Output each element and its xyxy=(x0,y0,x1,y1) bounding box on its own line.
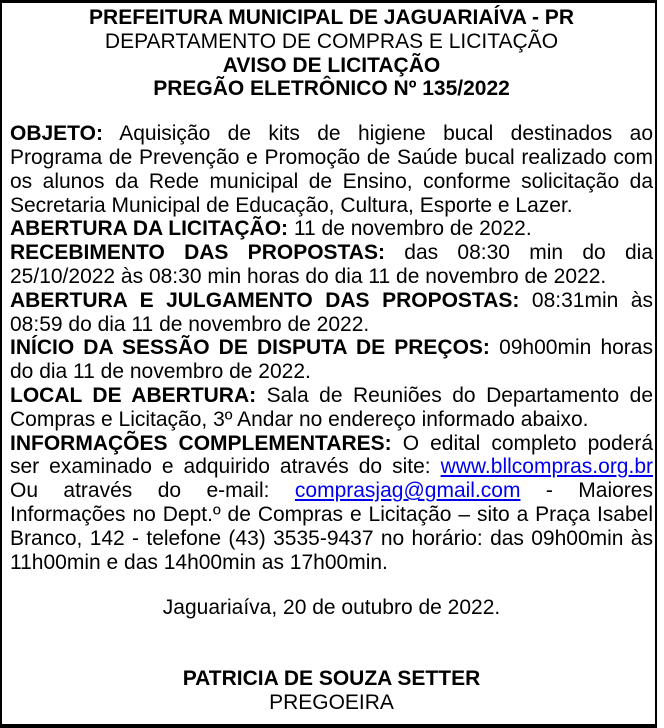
signature-block xyxy=(10,667,653,715)
header-municipality: PREFEITURA MUNICIPAL DE JAGUARIAÍVA - PR xyxy=(89,6,574,29)
dateline: Jaguariaíva, 20 de outubro de 2022. xyxy=(162,596,501,620)
paragraph-objeto-text: Aquisição de kits de higiene bucal destinados ao Programa de Prevenção e Promoção de Saúde bucal realizado com os alunos da Rede municipal de Ensino, conforme solicitação da Secretaria Municipal de Educação, Cultura, Esporte e Lazer. xyxy=(10,122,653,217)
paragraph-abertura-julgamento xyxy=(10,289,653,337)
paragraph-local-abertura-label: LOCAL DE ABERTURA: xyxy=(10,383,257,407)
paragraph-recebimento-propostas-text: das 08:30 min do dia 25/10/2022 às 08:30 min horas do dia 11 de novembro de 2022. xyxy=(10,241,654,288)
notice-body xyxy=(10,122,653,574)
signature-role: PREGOEIRA xyxy=(269,690,394,714)
paragraph-inicio-sessao-label: INÍCIO DA SESSÃO DE DISPUTA DE PREÇOS: xyxy=(10,336,490,360)
email-link[interactable]: comprasjag@gmail.com xyxy=(294,479,521,503)
paragraph-inicio-sessao xyxy=(10,336,653,384)
paragraph-inicio-sessao-text: 09h00min horas do dia 11 de novembro de 2022. xyxy=(10,336,653,384)
paragraph-local-abertura xyxy=(10,384,653,432)
paragraph-informacoes-text1: O edital completo poderá ser examinado e adquirido através do site: xyxy=(10,431,653,479)
paragraph-abertura-julgamento-text: 08:31min às 08:59 do dia 11 de novembro de 2022. xyxy=(10,288,653,336)
paragraph-abertura-licitacao xyxy=(10,217,653,241)
paragraph-local-abertura-text: Sala de Reuniões do Departamento de Compras e Licitação, 3º Andar no endereço informado abaixo. xyxy=(10,383,653,431)
paragraph-objeto xyxy=(10,122,653,217)
header-auction-number: PREGÃO ELETRÔNICO Nº 135/2022 xyxy=(153,77,510,101)
paragraph-objeto-label: OBJETO: xyxy=(10,122,103,146)
paragraph-abertura-licitacao-text: 11 de novembro de 2022. xyxy=(293,217,532,241)
paragraph-informacoes-text2: Ou através do e-mail: xyxy=(10,479,270,503)
paragraph-informacoes-label: INFORMAÇÕES COMPLEMENTARES: xyxy=(10,431,392,455)
notice-header xyxy=(10,6,653,101)
signature-name: PATRICIA DE SOUZA SETTER xyxy=(182,667,481,691)
header-notice-type: AVISO DE LICITAÇÃO xyxy=(222,53,441,77)
paragraph-informacoes-text3: - Maiores Informações no Dept.º de Compras e Licitação – sito a Praça Isabel Branco, 142 - telefone (43) 3535-9437 no horário: das 09h00min às 11h00min e das 14h00min as 17h00min. xyxy=(10,479,653,574)
paragraph-informacoes-complementares xyxy=(10,432,653,575)
site-link[interactable]: www.bllcompras.org.br xyxy=(440,455,653,479)
paragraph-abertura-licitacao-label: ABERTURA DA LICITAÇÃO: xyxy=(10,217,289,241)
paragraph-abertura-julgamento-label: ABERTURA E JULGAMENTO DAS PROPOSTAS: xyxy=(10,288,520,312)
paragraph-recebimento-propostas xyxy=(10,241,653,289)
paragraph-recebimento-propostas-label: RECEBIMENTO DAS PROPOSTAS: xyxy=(10,241,385,265)
header-department: DEPARTAMENTO DE COMPRAS E LICITAÇÃO xyxy=(104,29,559,53)
